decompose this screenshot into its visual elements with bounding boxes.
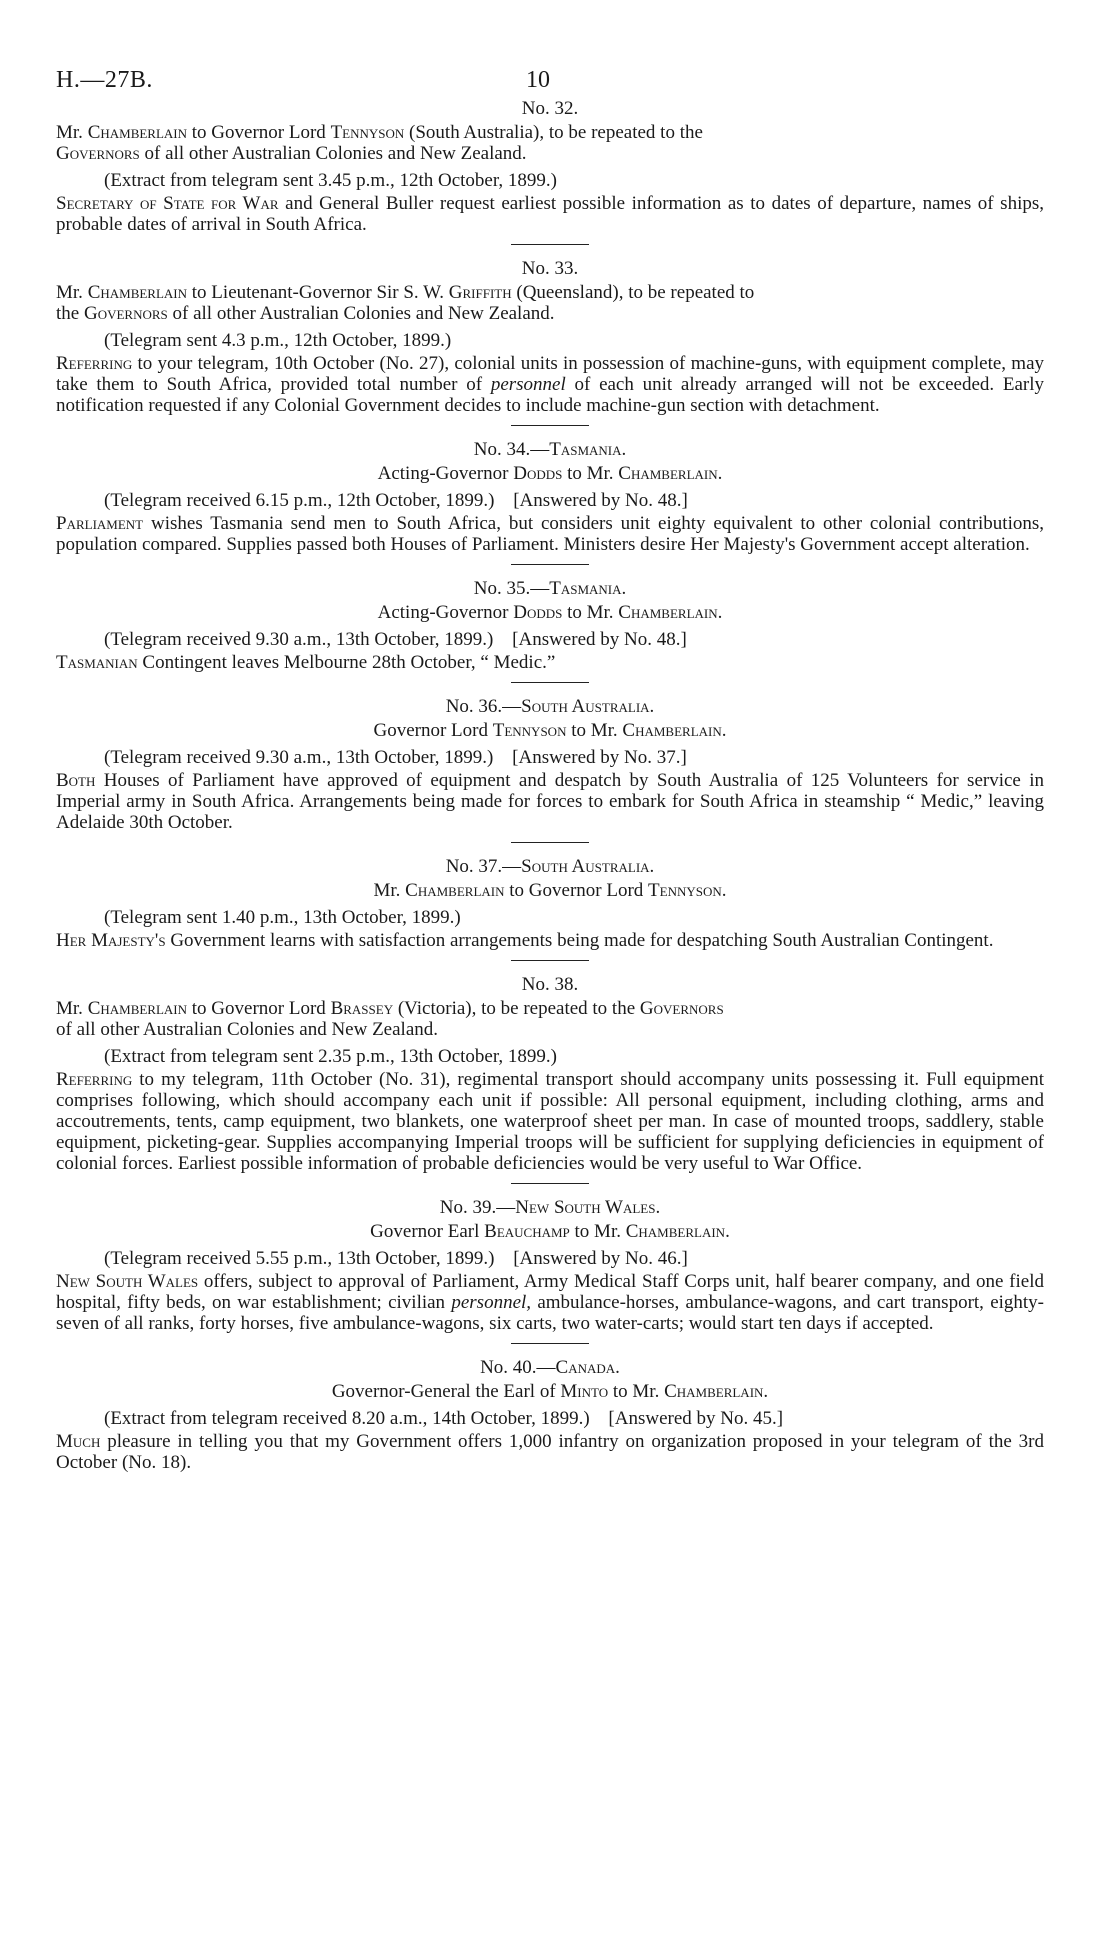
telegram-meta: (Telegram received 9.30 a.m., 13th October, 1899.) [Answered by No. 48.] [104,629,687,650]
section-divider [511,244,589,245]
entry-34 [56,439,1044,555]
entry-subheading: Acting-Governor Dodds to Mr. Chamberlain. [377,602,723,623]
answered-note: [Answered by No. 37.] [512,747,687,768]
entry-number: No. 33. [521,258,579,279]
telegram-meta: (Telegram received 5.55 p.m., 13th October, 1899.) [Answered by No. 46.] [104,1248,688,1269]
entry-number: No. 34.—Tasmania. [473,439,627,460]
entry-number: No. 40.—Canada. [480,1357,620,1378]
section-divider [511,682,589,683]
entry-body: Referring to your telegram, 10th October (No. 27), colonial units in possession of machine-guns, with equipment complete, may take them to South Africa, provided total number of personnel of each unit already arranged will not be exceeded. Early notification requested if any Colonial Government decides to include machine-gun section with detachment. [56,353,1045,416]
entry-subheading: Governor Earl Beauchamp to Mr. Chamberlain. [370,1221,730,1242]
entry-body: Secretary of State for War and General Buller request earliest possible information as to dates of departure, names of ships, probable dates of arrival in South Africa. [56,193,1045,235]
entry-number: No. 36.—South Australia. [445,696,655,717]
entry-33 [56,258,1044,416]
entry-number: No. 32. [521,98,579,119]
telegram-meta: (Telegram sent 1.40 p.m., 13th October, 1899.) [104,907,461,928]
telegram-meta: (Extract from telegram received 8.20 a.m., 14th October, 1899.) [Answered by No. 45.] [104,1408,784,1429]
document-page [56,60,1044,1473]
entry-body: Parliament wishes Tasmania send men to South Africa, but considers unit eighty equivalent to other colonial contributions, population compared. Supplies passed both Houses of Parliament. Ministers desire Her Majesty's Government accept alteration. [56,513,1045,555]
answered-note: [Answered by No. 45.] [608,1408,784,1429]
entry-heading: Mr. Chamberlain to Lieutenant-Governor Sir S. W. Griffith (Queensland), to be repeated to the Governors of all other Australian Colonies and New Zealand. [56,282,755,324]
section-divider [511,960,589,961]
entry-body: Referring to my telegram, 11th October (No. 31), regimental transport should accompany units possessing it. Full equipment comprises following, which should accompany each unit if possible: All personal equipment, including clothing, arms and accoutrements, tents, camp equipment, two blankets, one waterproof sheet per man. In case of mounted troops, saddlery, stable equipment, picketing-gear. Supplies accompanying Imperial troops will be sufficient for supplying deficiencies in equipment of colonial forces. Earliest possible information of probable deficiencies would be very useful to War Office. [56,1069,1044,1174]
entry-number: No. 39.—New South Wales. [439,1197,661,1218]
entry-38 [56,974,1044,1174]
entry-heading: Mr. Chamberlain to Governor Lord Tennyson (South Australia), to be repeated to the Governors of all other Australian Colonies and New Zealand. [56,122,703,164]
entry-37 [56,856,1044,951]
telegram-meta: (Telegram received 6.15 p.m., 12th October, 1899.) [Answered by No. 48.] [104,490,688,511]
entry-36 [56,696,1044,833]
section-divider [511,564,589,565]
section-divider [511,425,589,426]
entry-subheading: Acting-Governor Dodds to Mr. Chamberlain. [377,463,723,484]
section-divider [511,1183,589,1184]
entry-heading: Mr. Chamberlain to Governor Lord Brassey (Victoria), to be repeated to the Governors of all other Australian Colonies and New Zealand. [56,998,724,1040]
entry-subheading: Governor Lord Tennyson to Mr. Chamberlain. [373,720,727,741]
entry-number: No. 37.—South Australia. [445,856,655,877]
section-divider [511,1343,589,1344]
page-header [56,60,1044,98]
telegram-meta: (Telegram sent 4.3 p.m., 12th October, 1899.) [104,330,452,351]
telegram-meta: (Telegram received 9.30 a.m., 13th October, 1899.) [Answered by No. 37.] [104,747,687,768]
section-divider [511,842,589,843]
answered-note: [Answered by No. 48.] [512,629,687,650]
answered-note: [Answered by No. 46.] [513,1248,688,1269]
telegram-meta: (Extract from telegram sent 2.35 p.m., 13th October, 1899.) [104,1046,558,1067]
paper-reference: H.—27B. [56,67,153,93]
entry-32 [56,98,1044,235]
entry-body: Much pleasure in telling you that my Government offers 1,000 infantry on organization proposed in your telegram of the 3rd October (No. 18). [56,1431,1045,1473]
telegram-meta: (Extract from telegram sent 3.45 p.m., 12th October, 1899.) [104,170,558,191]
entry-body: Tasmanian Contingent leaves Melbourne 28th October, “ Medic.” [56,652,556,673]
entry-body: New South Wales offers, subject to approval of Parliament, Army Medical Staff Corps unit, half bearer company, and one field hospital, fifty beds, on war establishment; civilian personnel, ambulance-horses, ambulance-wagons, and cart transport, eighty-seven of all ranks, forty horses, five ambulance-wagons, six carts, two water-carts; would start ten days if accepted. [56,1271,1045,1334]
entry-number: No. 38. [521,974,579,995]
entry-40 [56,1357,1044,1473]
entry-body: Both Houses of Parliament have approved of equipment and despatch by South Australia of 125 Volunteers for service in Imperial army in South Africa. Arrangements being made for forces to embark for South Africa in steamship “ Medic,” leaving Adelaide 30th October. [56,770,1044,833]
entry-subheading: Governor-General the Earl of Minto to Mr. Chamberlain. [331,1381,769,1402]
entry-subheading: Mr. Chamberlain to Governor Lord Tennyson. [373,880,727,901]
entry-number: No. 35.—Tasmania. [473,578,627,599]
entry-35 [56,578,1044,673]
entry-body: Her Majesty's Government learns with satisfaction arrangements being made for despatching South Australian Contingent. [56,930,994,951]
page-number: 10 [526,67,550,93]
entry-39 [56,1197,1044,1334]
answered-note: [Answered by No. 48.] [513,490,688,511]
